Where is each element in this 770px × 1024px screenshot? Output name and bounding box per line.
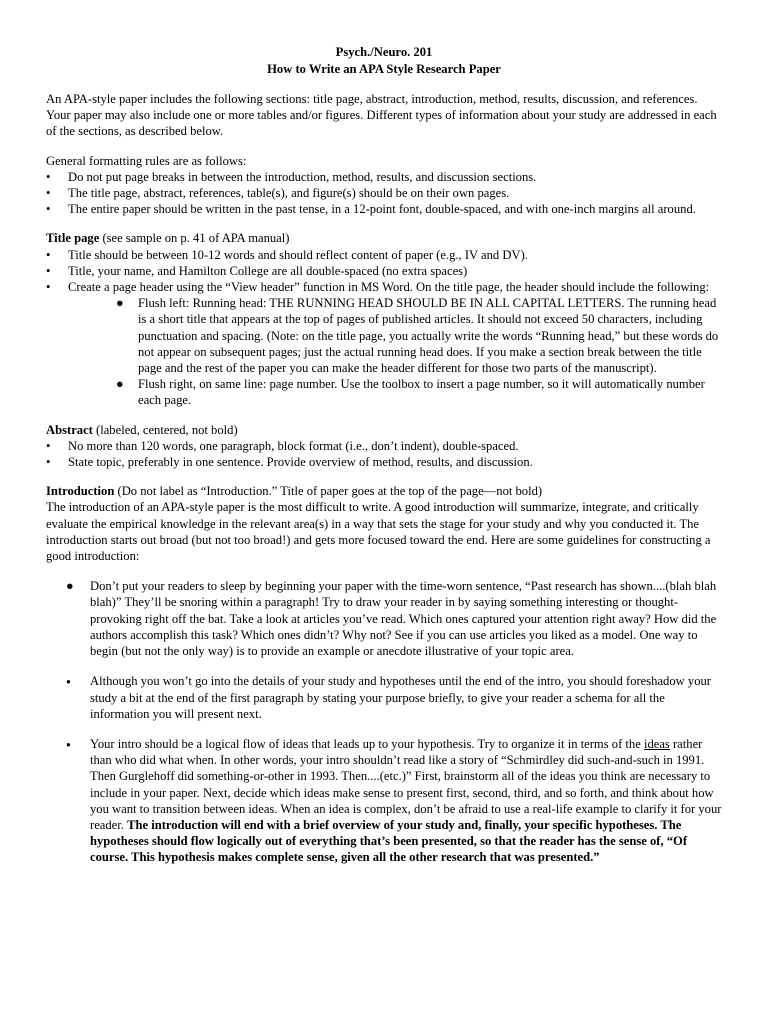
guideline-text-part: Your intro should be a logical flow of ideas that leads up to your hypothesis. Try to organize it in terms of the bbox=[90, 736, 644, 751]
abstract-heading-line bbox=[46, 422, 722, 438]
list-item: • The entire paper should be written in the past tense, in a 12-point font, double-spaced, and with one-inch margins all around. bbox=[46, 201, 722, 217]
document-page bbox=[46, 44, 722, 880]
general-lead: General formatting rules are as follows: bbox=[46, 153, 247, 168]
guideline-text: Don’t put your readers to sleep by beginning your paper with the time-worn sentence, “Past research has shown....(blah blah blah)” They’ll be snoring within a paragraph! Try to draw your reader in by saying something interesting or thought-provoking right off the bat. Take a look at articles you’ve read. Which ones captured your attention right away? How did the authors accomplish this task? Which ones didn’t? Why not? See if you can use articles you liked as a model. One way to begin (but not the only way) is to provide an example or anecdote illustrative of your topic area. bbox=[90, 579, 717, 659]
document-title: How to Write an APA Style Research Paper bbox=[267, 62, 501, 76]
underlined-word: ideas bbox=[643, 736, 670, 751]
title-page-section bbox=[46, 230, 722, 408]
heading-note: (labeled, centered, not bold) bbox=[92, 422, 238, 437]
general-list bbox=[46, 169, 722, 218]
sub-list-item bbox=[116, 376, 722, 408]
bold-conclusion: The introduction will end with a brief overview of your study and, finally, your specific hypotheses. The hypotheses should flow logically out of everything that’s been presented, so that the reader has the sense of, “Of course. This hypothesis makes complete sense, given all the other research that was presented.” bbox=[90, 817, 688, 865]
bullet-icon: ● bbox=[116, 377, 124, 392]
guideline-text-part: rather than who did what when. In other words, your intro shouldn’t read like a story of “Schmirdley did such-and-such in 1991. Then Gurglehoff did something-or-other in 1993. Then....(etc.)” First, brainstorm all of the ideas you think are necessary to include in your paper. Next, decide which ideas make sense to present first, second, third, and so forth, and think about how you want to transition between ideas. When an idea is complex, don’t be afraid to use a real-life example to clarify it for your reader. bbox=[90, 736, 722, 832]
section-heading: Title page bbox=[46, 231, 100, 246]
heading-note: (Do not label as “Introduction.” Title of paper goes at the top of the page—not bold) bbox=[114, 484, 543, 499]
list-item: • Title, your name, and Hamilton College are all double-spaced (no extra spaces) bbox=[46, 263, 722, 279]
list-item: • Do not put page breaks in between the introduction, method, results, and discussion sections. bbox=[46, 169, 722, 185]
introduction-guidelines-list bbox=[46, 578, 722, 865]
guideline-item bbox=[66, 673, 722, 722]
list-item: • State topic, preferably in one sentence. Provide overview of method, results, and discussion. bbox=[46, 454, 722, 470]
introduction-heading-line bbox=[46, 483, 722, 499]
course-title: Psych./Neuro. 201 bbox=[335, 45, 433, 59]
bullet-icon: ● bbox=[66, 677, 71, 687]
title-page-list bbox=[46, 247, 722, 296]
list-item: • The title page, abstract, references, table(s), and figure(s) should be on their own pages. bbox=[46, 185, 722, 201]
guideline-text: Although you won’t go into the details of your study and hypotheses until the end of the intro, you should foreshadow your study a bit at the end of the first paragraph by stating your purpose briefly, to give your reader a schema for all the information you will present next. bbox=[90, 674, 711, 721]
abstract-section bbox=[46, 422, 722, 471]
title-page-sub-list bbox=[46, 295, 722, 408]
bullet-icon: ● bbox=[116, 296, 124, 311]
section-heading: Introduction bbox=[46, 484, 115, 499]
title-page-heading-line bbox=[46, 230, 722, 246]
list-item: • Title should be between 10-12 words and should reflect content of paper (e.g., IV and DV). bbox=[46, 247, 722, 263]
list-item: • Create a page header using the “View header” function in MS Word. On the title page, the header should include the following: bbox=[46, 279, 722, 295]
intro-paragraph: An APA-style paper includes the following sections: title page, abstract, introduction, method, results, discussion, and references. Your paper may also include one or more tables and/or figures. Different types of information about your study are addressed in each of the sections, as described below. bbox=[46, 92, 717, 139]
sub-item-text: Flush left: Running head: THE RUNNING HEAD SHOULD BE IN ALL CAPITAL LETTERS. The running head is a short title that appears at the top of pages of published articles. It should not exceed 50 characters, including punctuation and spacing. (Note: on the title page, you actually write the words “Running head,” but these words do not appear on subsequent pages; just the actual running head does. If you make a section break between the title page and the rest of the paper you can make the header different for those two parts of the manuscript). bbox=[138, 296, 719, 376]
introduction-section bbox=[46, 483, 722, 865]
heading-note: (see sample on p. 41 of APA manual) bbox=[99, 231, 290, 246]
sub-item-text: Flush right, on same line: page number. Use the toolbox to insert a page number, so it will automatically number each page. bbox=[138, 377, 705, 408]
sub-list-item bbox=[116, 295, 722, 376]
bullet-icon: ● bbox=[66, 739, 71, 749]
section-heading: Abstract bbox=[46, 422, 93, 437]
bullet-icon: ● bbox=[66, 579, 74, 594]
abstract-list bbox=[46, 438, 722, 470]
list-item: • No more than 120 words, one paragraph, block format (i.e., don’t indent), double-spaced. bbox=[46, 438, 722, 454]
document-header bbox=[46, 44, 722, 78]
general-formatting-section bbox=[46, 153, 722, 218]
guideline-item bbox=[66, 736, 722, 866]
introduction-body: The introduction of an APA-style paper is the most difficult to write. A good introduction will summarize, integrate, and critically evaluate the empirical knowledge in the relevant area(s) in a way that sets the stage for your study and why you conducted it. The introduction starts out broad (but not too broad!) and gets more focused toward the end. Here are some guidelines for constructing a good introduction: bbox=[46, 500, 711, 564]
guideline-item bbox=[66, 578, 722, 659]
